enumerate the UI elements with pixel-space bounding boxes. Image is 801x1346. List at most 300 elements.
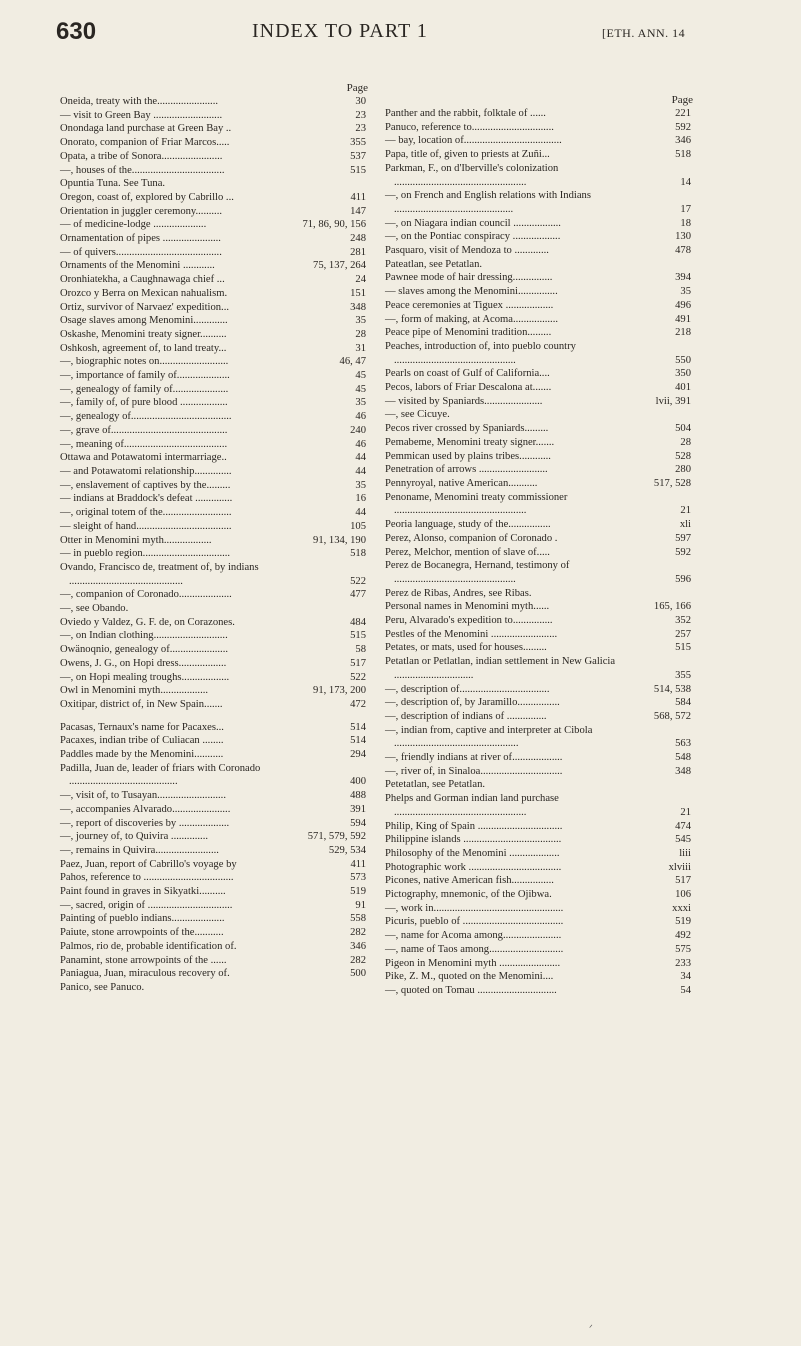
index-entry-text: Peace pipe of Menomini tradition.........: [385, 327, 552, 339]
index-entry: [60, 232, 372, 246]
index-entry: [385, 861, 697, 875]
index-entry: [385, 984, 697, 998]
index-entry: [385, 724, 697, 751]
index-entry-text: Penetration of arrows ..........................: [385, 464, 548, 476]
index-entry-page: 21: [680, 505, 691, 517]
index-entry-text: Owänoqnio, genealogy of......................: [60, 644, 228, 656]
index-entry: [385, 532, 697, 546]
index-entry-page: 165, 166: [653, 601, 691, 613]
index-entry-page: 515: [675, 642, 691, 654]
index-entry-text: —, journey of, to Quivira ..............: [60, 831, 208, 843]
index-entry-text: Owl in Menomini myth..................: [60, 685, 209, 697]
index-entry-page: 522: [350, 671, 366, 683]
index-entry-text: —, visit of, to Tusayan..........................: [60, 790, 226, 802]
index-entry-page: 240: [350, 424, 366, 436]
index-entry-text: —, see Cicuye.: [385, 409, 450, 421]
index-entry-text: Pecos river crossed by Spaniards.........: [385, 423, 549, 435]
index-entry-text: Personal names in Menomini myth......: [385, 601, 550, 613]
index-entry: [385, 683, 697, 697]
index-entry-text: Panuco, reference to...............................: [385, 121, 554, 133]
index-entry-page: 575: [675, 943, 691, 955]
index-entry: [385, 299, 697, 313]
index-entry-page: 23: [355, 109, 366, 121]
index-entry-page: 45: [355, 370, 366, 382]
index-entry-page: 514, 538: [653, 683, 691, 695]
index-entry-text: —, friendly indians at river of...................: [385, 752, 563, 764]
index-entry: [385, 395, 697, 409]
index-entry: [60, 218, 372, 232]
index-entry: [60, 616, 372, 630]
index-entry: [60, 259, 372, 273]
index-entry-page: 221: [675, 108, 691, 119]
index-entry-page: 584: [675, 697, 691, 709]
index-entry-text: Paez, Juan, report of Cabrillo's voyage by: [60, 858, 237, 870]
index-entry-page: 23: [355, 123, 366, 135]
index-entry: [385, 326, 697, 340]
index-entry: [385, 313, 697, 327]
index-entry: [385, 970, 697, 984]
index-entry: [60, 164, 372, 178]
index-entry: [385, 929, 697, 943]
index-entry-text: —, on Niagara indian council ..................: [385, 217, 561, 229]
print-mark: ᐟ: [589, 1323, 593, 1333]
index-entry-text: Oviedo y Valdez, G. F. de, on Corazones.: [60, 616, 235, 628]
index-entry-text: Perez de Bocanegra, Hernand, testimony of ..............................................: [385, 560, 570, 585]
index-entry: [60, 926, 372, 940]
index-entry-text: Oxitipar, district of, in New Spain.......: [60, 698, 223, 710]
index-entry-page: 515: [350, 630, 366, 642]
index-entry-page: 281: [350, 246, 366, 258]
index-entry-page: 401: [675, 382, 691, 394]
index-entry-text: Petates, or mats, used for houses.........: [385, 642, 547, 654]
index-entry-text: — visit to Green Bay ..........................: [60, 109, 223, 121]
index-entry-text: Pestles of the Menomini .........................: [385, 628, 558, 640]
index-entry-text: —, accompanies Alvarado......................: [60, 803, 231, 815]
index-entry-page: 14: [680, 176, 691, 188]
index-entry: [60, 967, 372, 981]
index-entry: [385, 285, 697, 299]
index-entry-text: —, on French and English relations with Indians .............................................: [385, 190, 591, 215]
index-column-right: [385, 94, 697, 998]
index-entry: [60, 410, 372, 424]
page-number: 630: [56, 18, 97, 45]
index-entry: [60, 817, 372, 831]
index-entry: [385, 957, 697, 971]
index-entry-text: Petetatlan, see Petatlan.: [385, 779, 486, 791]
index-entry-text: Palmos, rio de, probable identification of.: [60, 940, 237, 952]
index-entry: [385, 710, 697, 724]
index-entry-text: Petatlan or Petlatlan, indian settlement in New Galicia ..............................: [385, 656, 616, 681]
index-entry-page: 350: [675, 368, 691, 380]
index-entry-page: 16: [355, 493, 366, 505]
index-entry-text: — and Potawatomi relationship..............: [60, 465, 232, 477]
index-entry-text: Pacaxes, indian tribe of Culiacan ........: [60, 735, 224, 747]
index-entry-page: 491: [675, 313, 691, 325]
index-entry: [60, 506, 372, 520]
index-entry: [385, 833, 697, 847]
index-entry-page: 500: [350, 968, 366, 980]
index-entry-text: Peoria language, study of the................: [385, 519, 551, 531]
index-entry-text: Perez de Ribas, Andres, see Ribas.: [385, 587, 532, 599]
index-entry-text: Pawnee mode of hair dressing...............: [385, 272, 553, 284]
index-entry: [385, 408, 697, 422]
index-entry-page: 394: [675, 272, 691, 284]
index-entry-page: 54: [680, 985, 691, 996]
index-entry-text: —, river of, in Sinaloa...............................: [385, 765, 563, 777]
index-entry-page: 30: [355, 96, 366, 107]
index-entry: [60, 314, 372, 328]
index-entry-text: —, original totem of the..........................: [60, 507, 232, 519]
index-entry: [385, 614, 697, 628]
index-entry-page: 44: [355, 465, 366, 477]
index-entry: [60, 191, 372, 205]
index-entry-page: 504: [675, 423, 691, 435]
index-entry: [60, 657, 372, 671]
index-entry: [385, 820, 697, 834]
index-entry: [385, 491, 697, 518]
index-entry-text: Peaches, introduction of, into pueblo country ..............................................: [385, 340, 576, 366]
index-entry-page: 44: [355, 452, 366, 464]
index-entry: [60, 150, 372, 164]
index-entry: [385, 258, 697, 272]
index-entry: [385, 422, 697, 436]
index-entry-page: 218: [675, 327, 691, 339]
index-entry-text: —, see Obando.: [60, 603, 129, 615]
index-entry-text: —, family of, of pure blood ..................: [60, 397, 228, 409]
index-entry-text: —, genealogy of......................................: [60, 411, 232, 423]
index-entry-page: 529, 534: [328, 844, 366, 856]
index-entry: [60, 748, 372, 762]
index-entry-text: —, indian from, captive and interpreter at Cibola ...............................................: [385, 724, 593, 750]
index-entry-page: 257: [675, 628, 691, 640]
index-entry-page: 294: [350, 749, 366, 761]
index-entry: [60, 328, 372, 342]
index-entry-page: 592: [675, 121, 691, 133]
index-entry-page: 518: [675, 149, 691, 161]
index-entry-page: 35: [680, 286, 691, 298]
index-entry: [385, 943, 697, 957]
index-entry: [385, 888, 697, 902]
index-entry-page: 514: [350, 735, 366, 747]
index-entry: [60, 205, 372, 219]
index-entry: [60, 561, 372, 588]
index-entry: [385, 641, 697, 655]
index-entry: [60, 734, 372, 748]
index-entry-text: Onondaga land purchase at Green Bay ..: [60, 123, 232, 135]
index-entry-page: 46: [355, 438, 366, 450]
index-entry-page: 71, 86, 90, 156: [302, 219, 366, 231]
index-entry-page: 573: [350, 872, 366, 884]
index-entry-page: 147: [350, 205, 366, 217]
index-entry-page: 484: [350, 616, 366, 628]
index-entry-page: 477: [350, 589, 366, 601]
index-entry: [385, 436, 697, 450]
index-entry-text: —, work in.................................................: [385, 902, 564, 914]
index-entry-text: — bay, location of.....................................: [385, 135, 562, 147]
index-entry-page: 17: [680, 203, 691, 215]
index-entry: [385, 518, 697, 532]
index-entry-text: —, genealogy of family of.....................: [60, 383, 229, 395]
index-entry-text: —, name for Acoma among......................: [385, 930, 562, 942]
index-entry: [385, 230, 697, 244]
index-entry-text: — in pueblo region.................................: [60, 548, 231, 560]
index-entry-page: 106: [675, 889, 691, 901]
index-entry-page: 355: [350, 137, 366, 149]
index-entry-page: 488: [350, 790, 366, 802]
index-entry-text: Opata, a tribe of Sonora.......................: [60, 150, 223, 162]
index-entry-text: —, report of discoveries by ...................: [60, 817, 230, 829]
index-entry-page: 571, 579, 592: [307, 831, 366, 843]
index-entry-text: Panico, see Panuco.: [60, 982, 145, 993]
index-entry: [385, 134, 697, 148]
index-entry-text: —, form of making, at Acoma.................: [385, 313, 559, 325]
index-entry-page: 130: [675, 231, 691, 243]
index-entry-text: Osage slaves among Menomini.............: [60, 315, 228, 327]
index-entry-page: xli: [679, 519, 691, 531]
index-entry-text: Ornamentation of pipes ......................: [60, 233, 221, 245]
index-entry-text: Painting of pueblo indians....................: [60, 913, 225, 925]
index-entry-page: 91, 173, 200: [313, 685, 366, 697]
index-entry-page: 478: [675, 245, 691, 257]
index-entry: [385, 477, 697, 491]
index-entry-text: Peace ceremonies at Tiguex ..................: [385, 299, 554, 311]
index-entry-page: xxxi: [672, 902, 691, 914]
index-entry: [385, 628, 697, 642]
index-entry-page: 592: [675, 546, 691, 558]
index-entry-page: 31: [355, 342, 366, 354]
index-entry: [60, 136, 372, 150]
index-entry-page: 515: [350, 164, 366, 176]
index-entry: [60, 520, 372, 534]
index-entry-text: Orientation in juggler ceremony..........: [60, 205, 222, 217]
index-entry-page: 563: [675, 738, 691, 750]
index-entry-page: 474: [675, 820, 691, 832]
index-entry: [385, 546, 697, 560]
index-entry-text: Oskashe, Menomini treaty signer..........: [60, 328, 227, 340]
index-entry-page: 496: [675, 299, 691, 311]
index-entry-text: —, biographic notes on..........................: [60, 356, 229, 368]
index-entry: [385, 189, 697, 216]
index-entry: [385, 148, 697, 162]
index-entry-page: 91: [355, 899, 366, 911]
index-entry-text: Ottawa and Potawatomi intermarriage..: [60, 452, 227, 464]
index-entry-page: 548: [675, 752, 691, 764]
index-entry: [60, 954, 372, 968]
index-entry-page: 537: [350, 150, 366, 162]
index-entry: [385, 874, 697, 888]
index-entry-page: 517, 528: [653, 477, 691, 489]
index-entry: [60, 721, 372, 735]
index-entry-page: 492: [675, 930, 691, 942]
index-entry-text: Pennyroyal, native American...........: [385, 477, 538, 489]
index-entry: [60, 122, 372, 136]
index-entry-text: —, description of, by Jaramillo................: [385, 697, 560, 709]
index-entry-page: 517: [350, 657, 366, 669]
index-entry: [385, 847, 697, 861]
index-entry-text: —, quoted on Tomau ..............................: [385, 985, 557, 996]
index-entry-page: 46, 47: [339, 356, 366, 368]
index-entry: [60, 588, 372, 602]
index-entry-page: liii: [679, 847, 691, 859]
index-entry-page: 596: [675, 573, 691, 585]
index-entry-page: 522: [350, 575, 366, 587]
index-entry-text: Peru, Alvarado's expedition to...............: [385, 615, 553, 627]
index-entry-page: 568, 572: [653, 710, 691, 722]
index-entry-page: 391: [350, 803, 366, 815]
index-entry: [60, 534, 372, 548]
index-entry-text: Pateatlan, see Petatlan.: [385, 258, 483, 270]
index-entry: [60, 830, 372, 844]
index-entry: [60, 355, 372, 369]
index-entry: [60, 885, 372, 899]
index-entry-text: Papa, title of, given to priests at Zuñi...: [385, 149, 550, 161]
index-entry-text: Pecos, labors of Friar Descalona at.......: [385, 382, 552, 394]
index-entry: [60, 438, 372, 452]
index-entry-text: Pearls on coast of Gulf of California....: [385, 368, 550, 380]
index-entry: [60, 602, 372, 616]
index-entry-text: Oshkosh, agreement of, to land treaty...: [60, 342, 227, 354]
index-entry: [60, 981, 372, 995]
index-entry-text: Oronhiatekha, a Caughnawaga chief ...: [60, 274, 225, 286]
index-entry: [385, 778, 697, 792]
index-column-left: [60, 82, 372, 995]
index-entry-text: Oregon, coast of, explored by Cabrillo ...: [60, 191, 234, 203]
index-entry: [60, 287, 372, 301]
index-entry: [60, 671, 372, 685]
index-entry: [60, 547, 372, 561]
index-entry-text: —, enslavement of captives by the.........: [60, 479, 231, 491]
index-entry-page: 517: [675, 875, 691, 887]
index-entry-text: Picones, native American fish................: [385, 875, 554, 887]
index-entry-page: 411: [350, 858, 366, 870]
index-entry-text: —, houses of the...................................: [60, 164, 225, 176]
index-entry-page: 514: [350, 721, 366, 733]
index-entry-page: 472: [350, 698, 366, 710]
index-entry: [385, 463, 697, 477]
index-entry-text: Perez, Melchor, mention of slave of.....: [385, 546, 550, 558]
index-entry-text: Onorato, companion of Friar Marcos.....: [60, 137, 230, 149]
index-entry-page: 34: [680, 971, 691, 983]
index-entry-page: 28: [355, 328, 366, 340]
index-entry: [385, 915, 697, 929]
index-entry-text: —, name of Taos among............................: [385, 943, 564, 955]
index-entry-text: Pictography, mnemonic, of the Ojibwa.: [385, 889, 552, 901]
index-entry: [385, 107, 697, 121]
index-entry-page: 91, 134, 190: [313, 534, 366, 546]
index-entry-text: Philippine islands .....................................: [385, 834, 562, 846]
index-entry: [385, 381, 697, 395]
index-entry-page: 35: [355, 315, 366, 327]
index-entry-text: Panamint, stone arrowpoints of the ......: [60, 954, 227, 966]
index-entry: [60, 95, 372, 109]
index-entry: [385, 655, 697, 682]
index-entry: [60, 803, 372, 817]
index-entry-page: 44: [355, 507, 366, 519]
index-entry-text: —, on Hopi mealing troughs..................: [60, 671, 230, 683]
index-entry-text: Pacasas, Ternaux's name for Pacaxes...: [60, 721, 224, 733]
index-entry-page: 355: [675, 669, 691, 681]
index-entry-text: — indians at Braddock's defeat ..............: [60, 493, 233, 505]
index-entry-page: 45: [355, 383, 366, 395]
index-entry-page: xlviii: [668, 861, 691, 873]
index-entry-text: Paniagua, Juan, miraculous recovery of.: [60, 968, 230, 980]
index-entry-text: Photographic work ...................................: [385, 861, 562, 873]
index-entry-page: 545: [675, 834, 691, 846]
index-entry: [60, 912, 372, 926]
index-entry: [60, 177, 372, 191]
index-entry-text: —, description of..................................: [385, 683, 550, 695]
index-entry-text: —, remains in Quivira........................: [60, 844, 219, 856]
index-entry-text: Penoname, Menomini treaty commissioner ..................................................: [385, 491, 568, 517]
index-entry-page: 594: [350, 817, 366, 829]
index-entry: [60, 629, 372, 643]
index-entry-page: 348: [350, 301, 366, 313]
index-entry: [60, 424, 372, 438]
index-entry: [60, 858, 372, 872]
index-entry: [60, 396, 372, 410]
page-title: INDEX TO PART 1: [252, 20, 428, 42]
index-entry: [60, 492, 372, 506]
index-entry-text: — of quivers........................................: [60, 246, 222, 258]
index-entry-page: 519: [350, 886, 366, 898]
index-entry: [60, 383, 372, 397]
index-entry: [385, 559, 697, 586]
index-entry: [60, 273, 372, 287]
index-entry-text: Ornaments of the Menomini ............: [60, 260, 215, 272]
index-entry: [385, 450, 697, 464]
index-entry-page: 280: [675, 464, 691, 476]
index-entry: [60, 369, 372, 383]
index-entry-text: Parkman, F., on d'Iberville's colonization ..................................................: [385, 162, 559, 188]
index-entry-text: —, description of indians of ...............: [385, 710, 547, 722]
index-entry-page: 21: [680, 806, 691, 818]
index-entry-text: Pasquaro, visit of Mendoza to .............: [385, 245, 549, 257]
index-entry-page: 35: [355, 479, 366, 491]
index-entry: [60, 451, 372, 465]
index-entry-page: 550: [675, 354, 691, 366]
index-entry-text: Ortiz, survivor of Narvaez' expedition...: [60, 301, 229, 313]
index-entry: [385, 600, 697, 614]
index-entry: [385, 765, 697, 779]
index-entry-page: 519: [675, 916, 691, 928]
index-entry: [385, 367, 697, 381]
index-entry: [60, 246, 372, 260]
index-entry-text: —, sacred, origin of ................................: [60, 899, 233, 911]
index-entry-page: lvii, 391: [655, 395, 691, 407]
index-entry-text: Philip, King of Spain ................................: [385, 820, 563, 832]
index-entry-page: 352: [675, 615, 691, 627]
index-entry: [385, 217, 697, 231]
index-entry-page: 28: [680, 436, 691, 448]
index-entry: [60, 643, 372, 657]
index-entry: [60, 871, 372, 885]
index-entry: [385, 121, 697, 135]
index-entry-page: 105: [350, 520, 366, 532]
index-entry-text: — slaves among the Menomini...............: [385, 286, 558, 298]
index-entry-text: —, on the Pontiac conspiracy ..................: [385, 231, 561, 243]
index-entry-page: 35: [355, 397, 366, 409]
index-entry-text: Pahos, reference to ..................................: [60, 872, 234, 884]
index-entry-page: 233: [675, 957, 691, 969]
index-entry-page: 282: [350, 927, 366, 939]
index-entry-text: Pemmican used by plains tribes............: [385, 450, 551, 462]
index-entry-text: Pemabeme, Menomini treaty signer.......: [385, 436, 555, 448]
index-entry-page: 18: [680, 217, 691, 229]
index-entry-text: — sleight of hand....................................: [60, 520, 232, 532]
index-entry: [60, 465, 372, 479]
index-entry: [60, 342, 372, 356]
index-entry-page: 518: [350, 548, 366, 560]
